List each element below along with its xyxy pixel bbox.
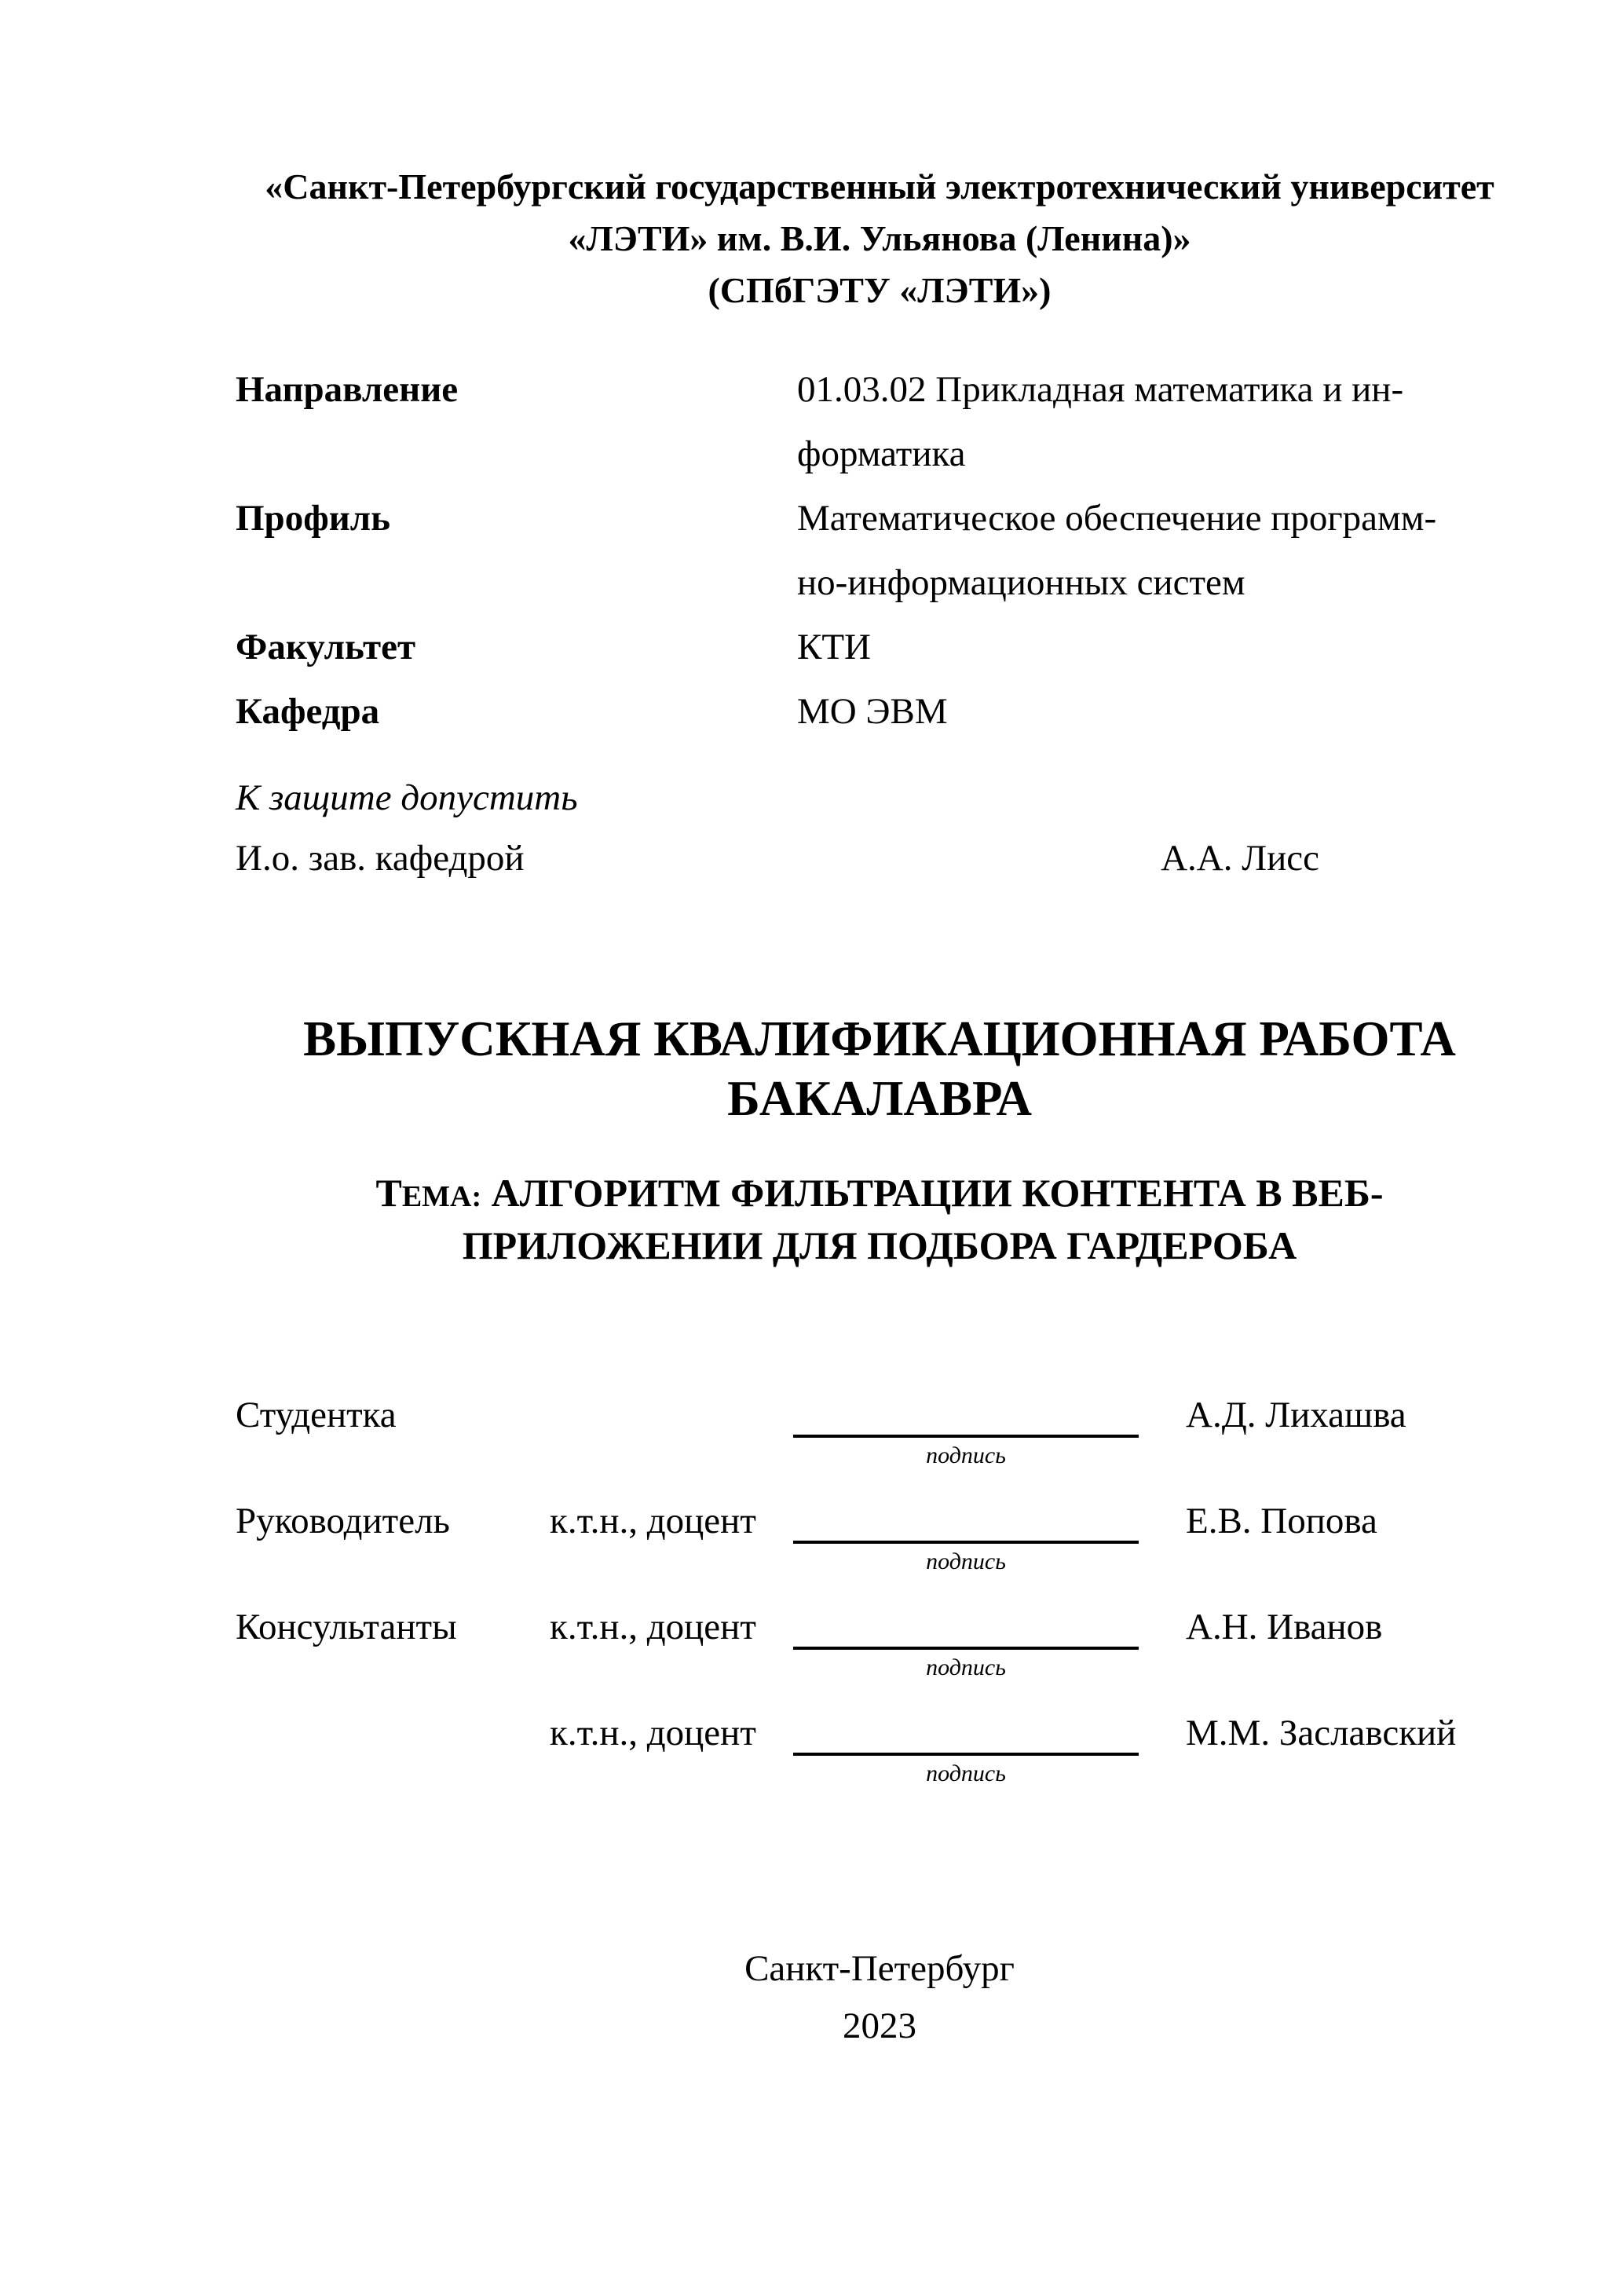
department-value: МО ЭВМ [797,691,948,732]
signature-line [793,1394,1139,1438]
topic-label-initial: Т [375,1171,402,1215]
thesis-topic [236,1168,1523,1270]
signature-caption: подпись [926,1654,1006,1680]
profile-label: Профиль [236,498,391,539]
thesis-title-line-2: БАКАЛАВРА [727,1071,1032,1126]
direction-label: Направление [236,369,459,410]
profile-value [797,486,1523,615]
supervisor-name: Е.В. Попова [1186,1501,1377,1541]
student-role: Студентка [236,1395,397,1435]
university-name-line-2: «ЛЭТИ» им. В.И. Ульянова (Ленина)» [568,218,1191,258]
info-row-profile [236,486,1523,615]
info-row-direction [236,357,1523,486]
signature-line [793,1606,1139,1650]
direction-value-line-2: форматика [797,433,966,474]
topic-label-smallcaps: ЕМА: [401,1180,482,1213]
signature-line [793,1712,1139,1756]
signature-row-consultant-1 [236,1606,1523,1681]
year-label: 2023 [843,2005,916,2046]
permit-to-defense-line: К защите допустить [236,777,578,818]
consultant-2-name: М.М. Заславский [1186,1713,1457,1753]
signature-caption: подпись [926,1548,1006,1574]
signature-row-supervisor [236,1500,1523,1575]
consultant-2-degree: к.т.н., доцент [550,1713,756,1753]
university-name-line-1: «Санкт-Петербургский государственный электротехнический университет [265,166,1494,207]
supervisor-signature-field [793,1500,1139,1575]
topic-line-2: ПРИЛОЖЕНИИ ДЛЯ ПОДБОРА ГАРДЕРОБА [462,1223,1297,1267]
student-name: А.Д. Лихашва [1186,1395,1406,1435]
city-label: Санкт-Петербург [744,1948,1015,1989]
supervisor-role: Руководитель [236,1501,450,1541]
approval-row [236,828,1523,889]
topic-line-1 [236,1168,1523,1221]
consultant-1-degree: к.т.н., доцент [550,1607,756,1647]
info-row-faculty [236,615,1523,679]
signature-row-student [236,1394,1523,1469]
student-signature-field [793,1394,1139,1469]
signatures-block [236,1394,1523,1787]
direction-value [797,357,1523,486]
consultant-2-signature-field [793,1712,1139,1787]
footer-block [236,1940,1523,2055]
thesis-title-line-1: ВЫПУСКНАЯ КВАЛИФИКАЦИОННАЯ РАБОТА [303,1011,1456,1066]
profile-value-line-1: Математическое обеспечение программ- [797,498,1437,539]
university-abbreviation: (СПбГЭТУ «ЛЭТИ») [708,270,1052,310]
signature-row-consultant-2 [236,1712,1523,1787]
signature-line [793,1500,1139,1544]
faculty-value: КТИ [797,627,871,667]
signature-caption: подпись [926,1442,1006,1468]
supervisor-degree: к.т.н., доцент [550,1501,756,1541]
profile-value-line-2: но-информационных систем [797,562,1245,603]
acting-head-role: И.о. зав. кафедрой [236,838,525,879]
thesis-title [236,1009,1523,1128]
faculty-label: Факультет [236,627,416,667]
program-info-table [236,357,1523,744]
department-label: Кафедра [236,691,380,732]
university-header [236,161,1523,316]
acting-head-name: А.А. Лисс [1161,838,1319,879]
consultant-1-name: А.Н. Иванов [1186,1607,1383,1647]
consultant-1-signature-field [793,1606,1139,1681]
info-row-department [236,679,1523,744]
consultants-role: Консультанты [236,1607,457,1647]
topic-text-line-1: АЛГОРИТМ ФИЛЬТРАЦИИ КОНТЕНТА В ВЕБ- [481,1171,1384,1215]
approval-block [236,768,1523,889]
signature-caption: подпись [926,1760,1006,1786]
direction-value-line-1: 01.03.02 Прикладная математика и ин- [797,369,1404,410]
